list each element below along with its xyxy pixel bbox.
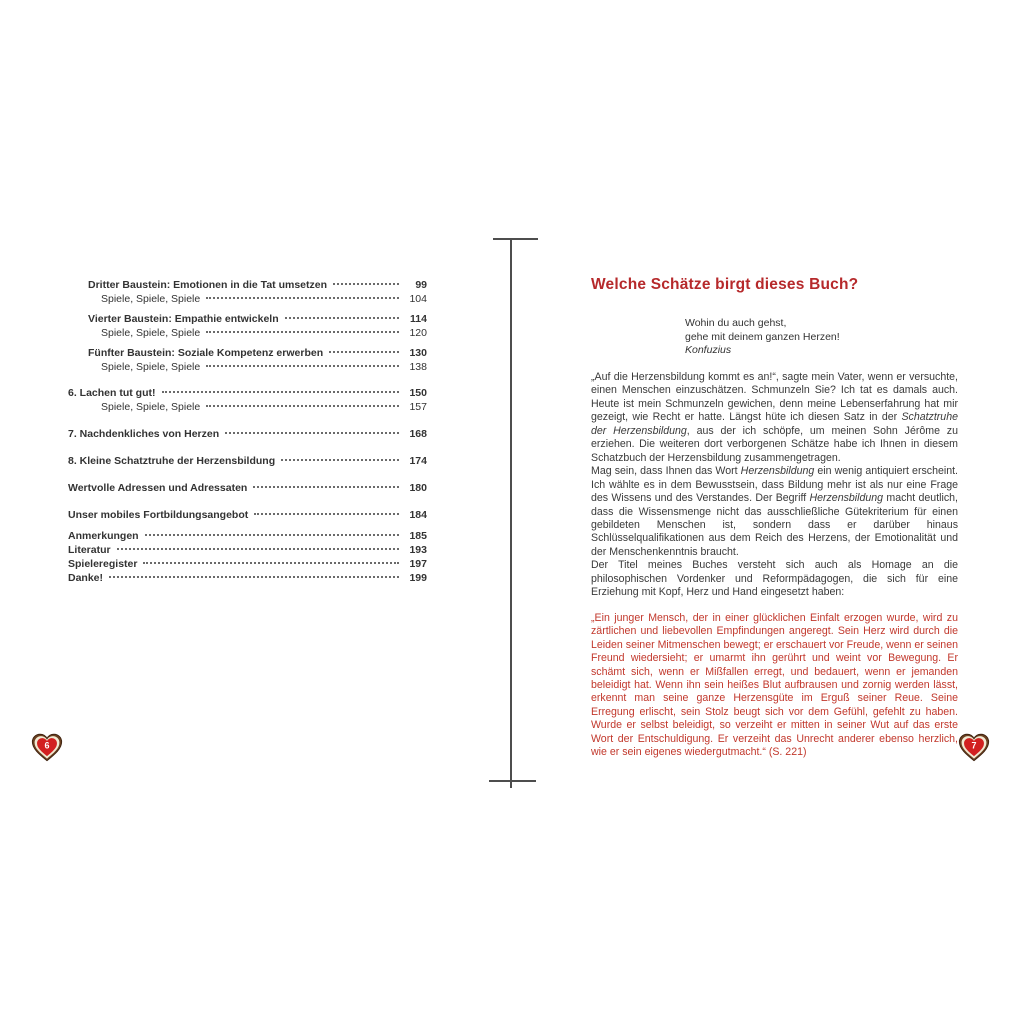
toc-entry <box>68 508 427 522</box>
toc-entry-label: Spieleregister <box>68 558 138 570</box>
toc-dot-leader <box>281 459 399 461</box>
text-segment: macht deutlich, dass die Wissensmenge nicht das ausschließliche Gütekriterium für einen gebildeten Menschen ist, sondern dass er darüber hinaus Schlüsselqualifikationen aus dem Reich des Herzens, der Emotionalität und der Menschenkenntnis braucht. <box>591 492 958 558</box>
table-of-contents <box>68 278 427 585</box>
toc-dot-leader <box>143 562 399 564</box>
text-segment: ein wenig antiquiert erscheint. Ich wählte es in dem Bewusstsein, dass Bildung mehr ist als nur eine Frage des Wissens und des Verstandes. Der Begriff <box>591 465 958 505</box>
toc-entry-page-number: 185 <box>409 530 427 542</box>
toc-entry-page-number: 130 <box>409 347 427 359</box>
page-number-badge-right <box>957 730 991 764</box>
epigraph <box>685 317 840 358</box>
toc-entry-page-number: 174 <box>409 455 427 467</box>
toc-entry-page-number: 168 <box>409 428 427 440</box>
toc-entry <box>68 529 427 543</box>
italic-text: Schatztruhe der Herzensbildung <box>591 411 958 437</box>
text-segment: Mag sein, dass Ihnen das Wort <box>591 465 741 478</box>
toc-dot-leader <box>206 297 399 299</box>
divider-top-bar <box>493 238 538 240</box>
body-text <box>591 371 958 760</box>
toc-dot-leader <box>254 513 399 515</box>
toc-entry-label: Danke! <box>68 572 104 584</box>
epigraph-line: Wohin du auch gehst, <box>685 317 787 329</box>
divider-bottom-bar <box>489 780 536 782</box>
toc-entry-label: Spiele, Spiele, Spiele <box>101 361 201 373</box>
toc-entry-page-number: 197 <box>409 558 427 570</box>
toc-dot-leader <box>225 432 399 434</box>
toc-dot-leader <box>206 331 399 333</box>
toc-dot-leader <box>206 365 399 367</box>
toc-entry <box>68 346 427 360</box>
toc-entry <box>68 312 427 326</box>
toc-entry <box>68 292 427 306</box>
quote-paragraph <box>591 612 958 760</box>
toc-entry-label: Literatur <box>68 544 111 556</box>
toc-dot-leader <box>285 317 399 319</box>
toc-entry-page-number: 199 <box>409 572 427 584</box>
toc-entry <box>68 454 427 468</box>
toc-entry-label: Dritter Baustein: Emotionen in die Tat umsetzen <box>88 279 327 291</box>
paragraph <box>591 559 958 599</box>
page-number: 6 <box>44 740 50 751</box>
toc-entry-label: Spiele, Spiele, Spiele <box>101 327 201 339</box>
toc-entry-page-number: 114 <box>410 313 427 325</box>
text-segment: Der Titel meines Buches versteht sich auch als Homage an die philosophischen Vordenker und Reformpädagogen, die sich für eine Erziehung mit Kopf, Herz und Hand eingesetzt haben: <box>591 559 958 599</box>
text-segment: „Auf die Herzensbildung kommt es an!“, sagte mein Vater, wenn er versuchte, einen Menschen einzuschätzen. Schmunzeln Sie? Ich tat es damals auch. Heute ist mein Schmunzeln gewichen, denn meine Lebenserfahrung hat mir gezeigt, wie Recht er hatte. Längst hüte ich diesen Satz in der <box>591 371 958 424</box>
toc-entry-label: Fünfter Baustein: Soziale Kompetenz erwerben <box>88 347 324 359</box>
toc-dot-leader <box>333 283 399 285</box>
toc-entry <box>68 571 427 585</box>
toc-dot-leader <box>329 351 399 353</box>
toc-entry-label: Wertvolle Adressen und Adressaten <box>68 482 248 494</box>
toc-entry <box>68 481 427 495</box>
italic-text: Herzensbildung <box>740 465 815 478</box>
text-segment: „Ein junger Mensch, der in einer glücklichen Einfalt erzogen wurde, wird zu zärtlichen und liebevollen Empfindungen angeregt. Sein Herz wird durch die Leiden seiner Mitmenschen bewegt; er erschauert vor Freude, wenn er seinen Freund wiedersieht; er umarmt ihn gerührt und weint vor Bewegung. Er schämt sich, wenn er Mißfallen erregt, und bedauert, wenn er jemanden beleidigt hat. Wenn ihn sein heißes Blut aufbrausen und zornig werden lässt, erkennt man seine ganze Herzensgüte im Erguß seiner Reue. Seine Erregung erlischt, sein Stolz beugt sich vor dem Gefühl, gefehlt zu haben. Wurde er selbst beleidigt, so verzeiht er mitten in seiner Wut auf das erste Wort der Entschuldigung. Er verzeiht das Unrecht anderer ebenso herzlich, wie er sein eigenes wiedergutmacht.“ (S. 221) <box>591 611 958 759</box>
toc-dot-leader <box>117 548 399 550</box>
page-number: 7 <box>971 740 977 751</box>
italic-text: Herzensbildung <box>809 492 884 505</box>
toc-dot-leader <box>162 391 400 393</box>
toc-entry-label: Anmerkungen <box>68 530 139 542</box>
toc-entry-label: Spiele, Spiele, Spiele <box>101 401 201 413</box>
toc-entry <box>68 400 427 414</box>
toc-dot-leader <box>206 405 399 407</box>
toc-entry-page-number: 104 <box>409 293 427 305</box>
toc-entry <box>68 326 427 340</box>
toc-entry-page-number: 120 <box>409 327 427 339</box>
toc-entry <box>68 543 427 557</box>
heart-icon <box>957 730 991 764</box>
toc-entry-label: Vierter Baustein: Empathie entwickeln <box>88 313 279 325</box>
text-segment: , aus der ich schöpfe, um meinen Sohn Jérôme zu erziehen. Die weiteren dort verborgenen Schätze habe ich Ihnen in diesem Schatzbuch der Herzensbildung zusammengetragen. <box>591 424 958 464</box>
toc-entry-label: 6. Lachen tut gut! <box>68 387 156 399</box>
chapter-heading: Welche Schätze birgt dieses Buch? <box>591 276 859 293</box>
paragraph <box>591 465 958 559</box>
toc-entry <box>68 360 427 374</box>
toc-entry-page-number: 157 <box>409 401 427 413</box>
toc-entry <box>68 278 427 292</box>
toc-dot-leader <box>109 576 399 578</box>
toc-dot-leader <box>145 534 399 536</box>
epigraph-line: gehe mit deinem ganzen Herzen! <box>685 330 840 343</box>
toc-dot-leader <box>253 486 399 488</box>
toc-entry-label: 8. Kleine Schatztruhe der Herzensbildung <box>68 455 276 467</box>
heart-icon <box>30 730 64 764</box>
toc-entry-page-number: 184 <box>409 509 427 521</box>
toc-entry-label: 7. Nachdenkliches von Herzen <box>68 428 220 440</box>
divider-line <box>510 238 512 788</box>
toc-entry-page-number: 99 <box>415 279 427 291</box>
paragraph <box>591 371 958 465</box>
toc-entry-label: Spiele, Spiele, Spiele <box>101 293 201 305</box>
toc-entry-label: Unser mobiles Fortbildungsangebot <box>68 509 249 521</box>
epigraph-attribution: Konfuzius <box>685 344 732 356</box>
toc-entry <box>68 427 427 441</box>
toc-entry <box>68 386 427 400</box>
toc-entry-page-number: 138 <box>409 361 427 373</box>
toc-entry-page-number: 193 <box>409 544 427 556</box>
page-number-badge-left <box>30 730 64 764</box>
toc-entry-page-number: 180 <box>409 482 427 494</box>
toc-entry <box>68 557 427 571</box>
toc-entry-page-number: 150 <box>409 387 427 399</box>
